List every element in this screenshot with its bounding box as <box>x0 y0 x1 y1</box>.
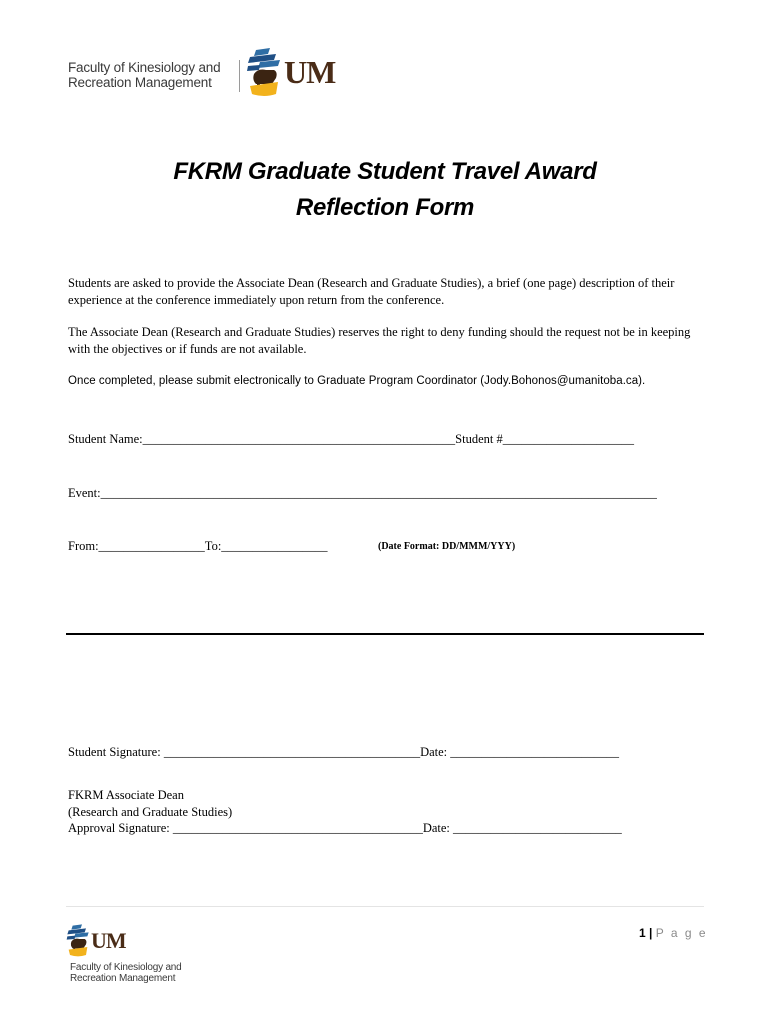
title-line1: FKRM Graduate Student Travel Award <box>173 158 597 185</box>
intro-paragraph-2: The Associate Dean (Research and Graduate Studies) reserves the right to deny funding should the request not be in keeping with the objectives or if funds are not available. <box>68 325 691 356</box>
page-word: P a g e <box>655 926 708 940</box>
dean-label-line1: FKRM Associate Dean <box>68 788 184 802</box>
footer-faculty-line2: Recreation Management <box>70 973 176 984</box>
bison-crest-icon <box>66 924 90 958</box>
section-divider <box>66 633 704 635</box>
header-logo <box>68 48 358 100</box>
footer-divider <box>66 906 704 907</box>
dean-label-line2: (Research and Graduate Studies) <box>68 805 233 819</box>
student-signature-field[interactable]: Student Signature: _________________________________________Date: ___________________________ <box>68 745 620 759</box>
bison-crest-icon <box>246 48 282 98</box>
page-number <box>639 926 708 940</box>
intro-paragraph-1: Students are asked to provide the Associate Dean (Research and Graduate Studies), a brief (one page) description of their experience at the conference immediately upon return from the conference. <box>68 276 675 307</box>
from-to-field[interactable]: From:_________________To:_________________ <box>68 539 328 553</box>
um-wordmark: UM <box>284 54 336 90</box>
footer-um-wordmark: UM <box>91 928 126 953</box>
footer-logo <box>66 924 206 988</box>
student-name-field[interactable]: Student Name:__________________________________________________Student #_____________________ <box>68 432 634 446</box>
faculty-name <box>68 60 220 90</box>
page-number-value: 1 <box>639 926 646 940</box>
footer-faculty-line1: Faculty of Kinesiology and <box>70 962 182 973</box>
footer-faculty-name <box>70 962 182 984</box>
faculty-name-line2: Recreation Management <box>68 75 212 90</box>
event-field[interactable]: Event:_________________________________________________________________________________________ <box>68 486 657 500</box>
approval-signature-field[interactable]: Approval Signature: ________________________________________Date: ___________________________ <box>68 821 622 835</box>
date-format-note: (Date Format: DD/MMM/YYY) <box>378 541 516 552</box>
intro-paragraph-3: Once completed, please submit electronically to Graduate Program Coordinator (Jody.Bohonos@umanitoba.ca). <box>68 375 646 387</box>
title-line2: Reflection Form <box>295 194 475 221</box>
page-separator: | <box>649 926 653 940</box>
logo-divider <box>239 60 240 92</box>
faculty-name-line1: Faculty of Kinesiology and <box>68 60 221 75</box>
page-title <box>0 154 770 226</box>
